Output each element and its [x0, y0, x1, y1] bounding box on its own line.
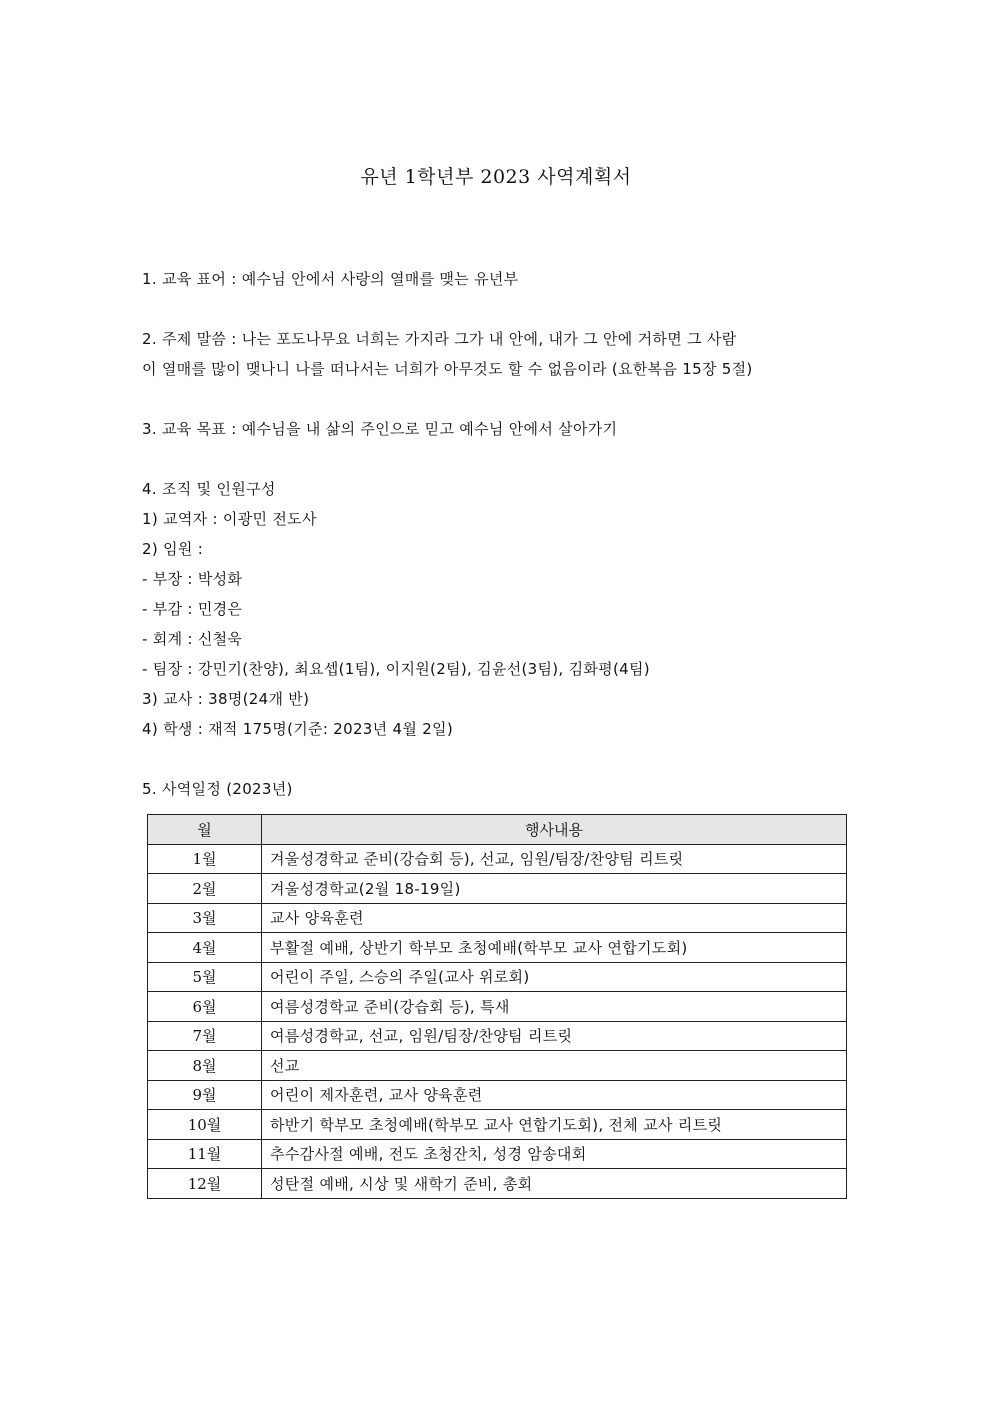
- row-content: 부활절 예배, 상반기 학부모 초청예배(학부모 교사 연합기도회): [262, 933, 847, 963]
- row-content: 겨울성경학교(2월 18-19일): [262, 874, 847, 904]
- education-goal: 3. 교육 목표 : 예수님을 내 삶의 주인으로 믿고 예수님 안에서 살아가기: [142, 420, 618, 438]
- row-content: 교사 양육훈련: [262, 903, 847, 933]
- table-header-row: [148, 815, 847, 845]
- org-teachers: 3) 교사 : 38명(24개 반): [142, 690, 310, 708]
- org-vice-director: - 부감 : 민경은: [142, 600, 243, 618]
- org-pastor: 1) 교역자 : 이광민 전도사: [142, 510, 317, 528]
- row-content: 추수감사절 예배, 전도 초청잔치, 성경 암송대회: [262, 1139, 847, 1169]
- row-month: 3월: [148, 903, 262, 933]
- table-row: [148, 962, 847, 992]
- header-content: 행사내용: [262, 815, 847, 845]
- table-row: [148, 1169, 847, 1199]
- org-treasurer: - 회계 : 신철욱: [142, 630, 243, 648]
- table-row: [148, 1080, 847, 1110]
- org-director: - 부장 : 박성화: [142, 570, 243, 588]
- table-row: [148, 874, 847, 904]
- row-month: 7월: [148, 1021, 262, 1051]
- row-month: 12월: [148, 1169, 262, 1199]
- row-content: 하반기 학부모 초청예배(학부모 교사 연합기도회), 전체 교사 리트릿: [262, 1110, 847, 1140]
- row-content: 어린이 제자훈련, 교사 양육훈련: [262, 1080, 847, 1110]
- table-row: [148, 903, 847, 933]
- row-month: 8월: [148, 1051, 262, 1081]
- org-officers-label: 2) 임원 :: [142, 540, 204, 558]
- org-team-leaders: - 팀장 : 강민기(찬양), 최요셉(1팀), 이지원(2팀), 김윤선(3팀), 김화평(4팀): [142, 660, 650, 678]
- table-row: [148, 933, 847, 963]
- theme-verse-line-2: 이 열매를 많이 맺나니 나를 떠나서는 너희가 아무것도 할 수 없음이라 (요한복음 15장 5절): [142, 360, 753, 378]
- org-students: 4) 학생 : 재적 175명(기준: 2023년 4월 2일): [142, 720, 453, 738]
- row-content: 어린이 주일, 스승의 주일(교사 위로회): [262, 962, 847, 992]
- table-row: [148, 1021, 847, 1051]
- document-title: 유년 1학년부 2023 사역계획서: [360, 166, 632, 188]
- row-month: 4월: [148, 933, 262, 963]
- row-month: 9월: [148, 1080, 262, 1110]
- row-content: 여름성경학교 준비(강습회 등), 특새: [262, 992, 847, 1022]
- table-row: [148, 1139, 847, 1169]
- row-content: 겨울성경학교 준비(강습회 등), 선교, 임원/팀장/찬양팀 리트릿: [262, 844, 847, 874]
- row-month: 5월: [148, 962, 262, 992]
- schedule-table: [147, 814, 847, 1199]
- organization-heading: 4. 조직 및 인원구성: [142, 480, 276, 498]
- table-row: [148, 844, 847, 874]
- header-month: 월: [148, 815, 262, 845]
- row-month: 2월: [148, 874, 262, 904]
- row-content: 성탄절 예배, 시상 및 새학기 준비, 총회: [262, 1169, 847, 1199]
- table-row: [148, 1051, 847, 1081]
- row-month: 6월: [148, 992, 262, 1022]
- education-motto: 1. 교육 표어 : 예수님 안에서 사랑의 열매를 맺는 유년부: [142, 270, 519, 288]
- row-content: 여름성경학교, 선교, 임원/팀장/찬양팀 리트릿: [262, 1021, 847, 1051]
- row-month: 11월: [148, 1139, 262, 1169]
- row-month: 10월: [148, 1110, 262, 1140]
- schedule-heading: 5. 사역일정 (2023년): [142, 780, 293, 798]
- table-row: [148, 1110, 847, 1140]
- row-content: 선교: [262, 1051, 847, 1081]
- table-row: [148, 992, 847, 1022]
- row-month: 1월: [148, 844, 262, 874]
- theme-verse-line-1: 2. 주제 말씀 : 나는 포도나무요 너희는 가지라 그가 내 안에, 내가 그 안에 거하면 그 사람: [142, 330, 737, 348]
